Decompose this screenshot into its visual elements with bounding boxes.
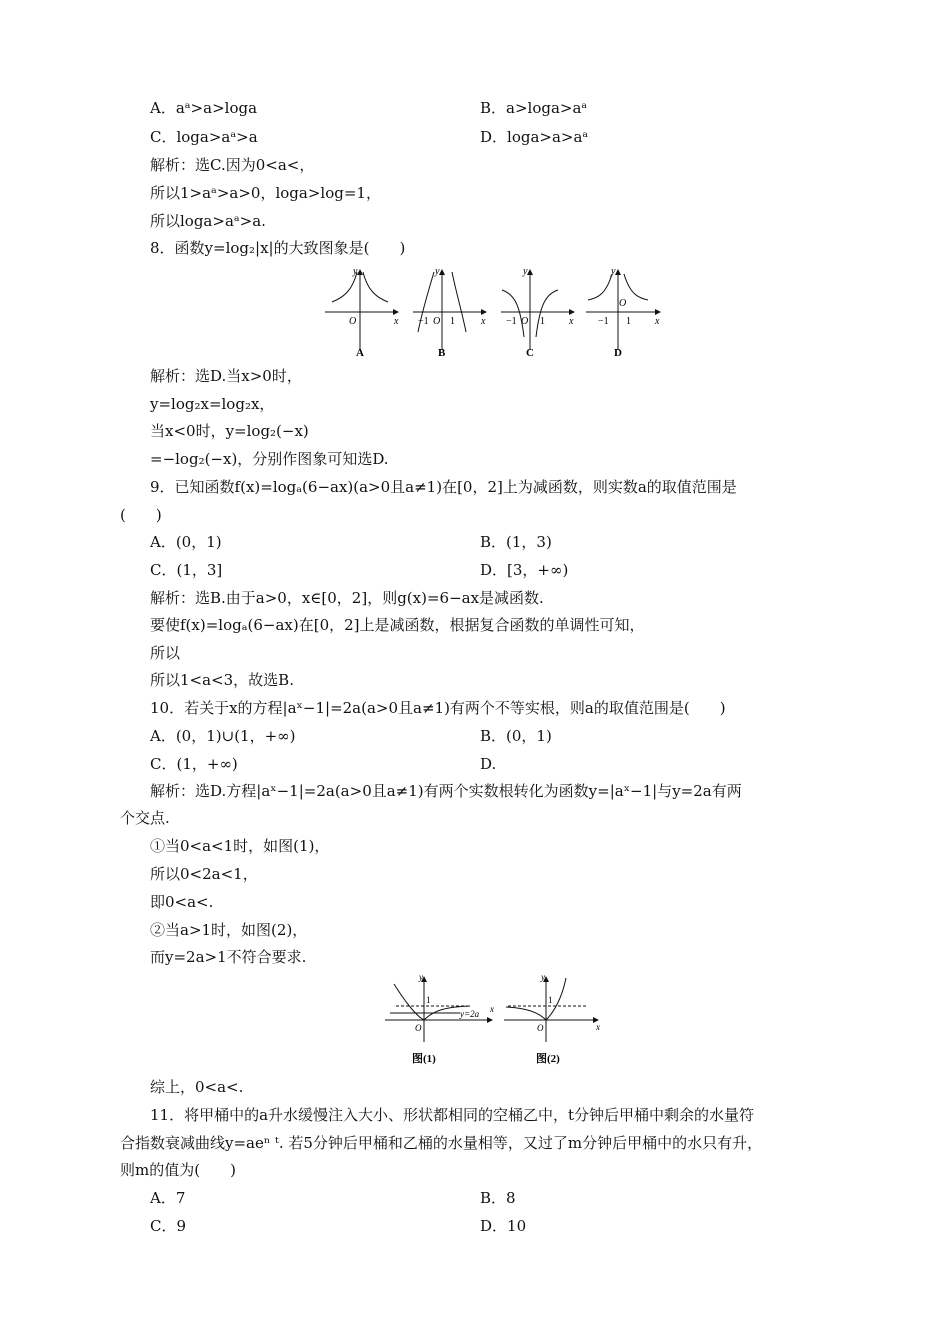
q10-solution-7: 而y=2a>1不符合要求.: [150, 948, 307, 966]
fig2-origin: O: [537, 1023, 544, 1033]
fig1-origin: O: [415, 1023, 422, 1033]
q11-option-a: A．7: [150, 1189, 186, 1207]
graph-b-y-label: y: [435, 266, 440, 277]
q9-option-d: D．[3，+∞): [480, 561, 569, 579]
q10-solution-6: ②当a>1时，如图(2)，: [150, 921, 308, 939]
graph-c-y-label: y: [523, 266, 528, 277]
fig1-x-label: x: [490, 1004, 494, 1014]
figure-1: [385, 972, 494, 1065]
q8-solution-3: 当x<0时，y=log₂(−x): [150, 422, 309, 440]
graph-c-one: 1: [540, 316, 545, 327]
q10-option-b: B．(0，1): [480, 727, 552, 745]
q9-stem-2: ( ): [120, 506, 162, 524]
graph-a-y-label: y: [353, 266, 358, 277]
graph-d-x-label: x: [655, 316, 660, 327]
q8-solution-2: y=log₂x=log₂x，: [150, 395, 275, 413]
graph-a-caption: A: [356, 347, 364, 359]
q8-stem: 8．函数y=log₂|x|的大致图象是( ): [150, 239, 406, 257]
q10-option-c: C．(1，+∞): [150, 755, 238, 773]
q11-option-d: D．10: [480, 1217, 527, 1235]
fig2-caption: 图(2): [536, 1053, 560, 1065]
q7-solution-1: 解析：选C.因为0<a<，: [150, 156, 315, 174]
q9-option-b: B．(1，3): [480, 533, 552, 551]
fig1-y-label: y: [419, 972, 423, 982]
graph-b-origin: O: [433, 316, 441, 327]
q10-option-a: A．(0，1)∪(1，+∞): [150, 727, 296, 745]
q10-option-d: D.: [480, 755, 497, 773]
q7-option-b: B．a>loga>aᵃ: [480, 99, 588, 117]
q9-solution-1: 解析：选B.由于a>0，x∈[0，2]，则g(x)=6−ax是减函数.: [150, 589, 544, 607]
q9-solution-4: 所以1<a<3，故选B.: [150, 671, 294, 689]
q7-option-c: C．loga>aᵃ>a: [150, 128, 258, 146]
graph-c-origin: O: [521, 316, 529, 327]
graph-d-one: 1: [626, 316, 631, 327]
q7-solution-3: 所以loga>aᵃ>a.: [150, 212, 266, 230]
graph-c: [501, 266, 574, 359]
graph-b-caption: B: [438, 347, 446, 359]
fig2-y-label: y: [541, 972, 545, 982]
q10-solution-1: 解析：选D.方程|aˣ−1|=2a(a>0且a≠1)有两个实数根转化为函数y=|aˣ−1|与y=2a有两: [150, 782, 742, 800]
q9-stem-1: 9．已知函数f(x)=logₐ(6−ax)(a>0且a≠1)在[0，2]上为减函数，则实数a的取值范围是: [150, 478, 737, 496]
q10-stem: 10．若关于x的方程|aˣ−1|=2a(a>0且a≠1)有两个不等实根，则a的取值范围是( ): [150, 699, 726, 717]
graph-d: [586, 266, 660, 359]
graph-d-origin: O: [619, 298, 627, 309]
q9-option-c: C．(1，3]: [150, 561, 223, 579]
fig2-one: 1: [548, 995, 553, 1005]
q7-solution-2: 所以1>aᵃ>a>0，loga>log=1，: [150, 184, 381, 202]
graph-b-neg1: −1: [418, 316, 429, 327]
q11-stem-1: 11．将甲桶中的a升水缓慢注入大小、形状都相同的空桶乙中，t分钟后甲桶中剩余的水量符: [150, 1106, 755, 1124]
graph-d-caption: D: [614, 347, 622, 359]
graph-a-x-label: x: [394, 316, 399, 327]
q9-solution-3: 所以: [150, 644, 181, 662]
q10-solution-3: ①当0<a<1时，如图(1)，: [150, 837, 330, 855]
graph-d-neg1: −1: [598, 316, 609, 327]
q7-option-a: A．aᵃ>a>loga: [150, 99, 258, 117]
q11-option-b: B．8: [480, 1189, 516, 1207]
q10-solution-4: 所以0<2a<1，: [150, 865, 258, 883]
figure-2: [504, 972, 600, 1065]
graph-d-y-label: y: [611, 266, 616, 277]
fig1-line-label: y=2a: [460, 1009, 480, 1019]
q9-solution-2: 要使f(x)=logₐ(6−ax)在[0，2]上是减函数，根据复合函数的单调性可知，: [150, 616, 645, 634]
q8-solution-1: 解析：选D.当x>0时，: [150, 367, 302, 385]
graph-b: [413, 266, 486, 359]
fig1-caption: 图(1): [412, 1053, 436, 1065]
q9-option-a: A．(0，1): [150, 533, 222, 551]
graph-a-origin: O: [349, 316, 357, 327]
q8-solution-4: =−log₂(−x)，分别作图象可知选D.: [150, 450, 389, 468]
q7-option-d: D．loga>a>aᵃ: [480, 128, 589, 146]
q11-option-c: C．9: [150, 1217, 187, 1235]
graph-b-x-label: x: [481, 316, 486, 327]
fig2-x-label: x: [596, 1022, 600, 1032]
q10-solution-5: 即0<a<.: [150, 893, 214, 911]
graph-c-caption: C: [526, 347, 534, 359]
fig1-one: 1: [426, 995, 431, 1005]
graph-a: [325, 266, 399, 359]
q11-stem-2: 合指数衰减曲线y=aeⁿ ᵗ. 若5分钟后甲桶和乙桶的水量相等，又过了m分钟后甲桶中的水只有升，: [120, 1134, 763, 1152]
graph-c-neg1: −1: [506, 316, 517, 327]
graph-c-x-label: x: [569, 316, 574, 327]
graph-b-one: 1: [450, 316, 455, 327]
q10-solution-2: 个交点.: [120, 809, 170, 827]
q11-stem-3: 则m的值为( ): [120, 1161, 236, 1179]
q10-conclusion: 综上，0<a<.: [150, 1078, 244, 1096]
q8-graph-options: [320, 262, 670, 362]
q10-figures: [380, 972, 610, 1072]
